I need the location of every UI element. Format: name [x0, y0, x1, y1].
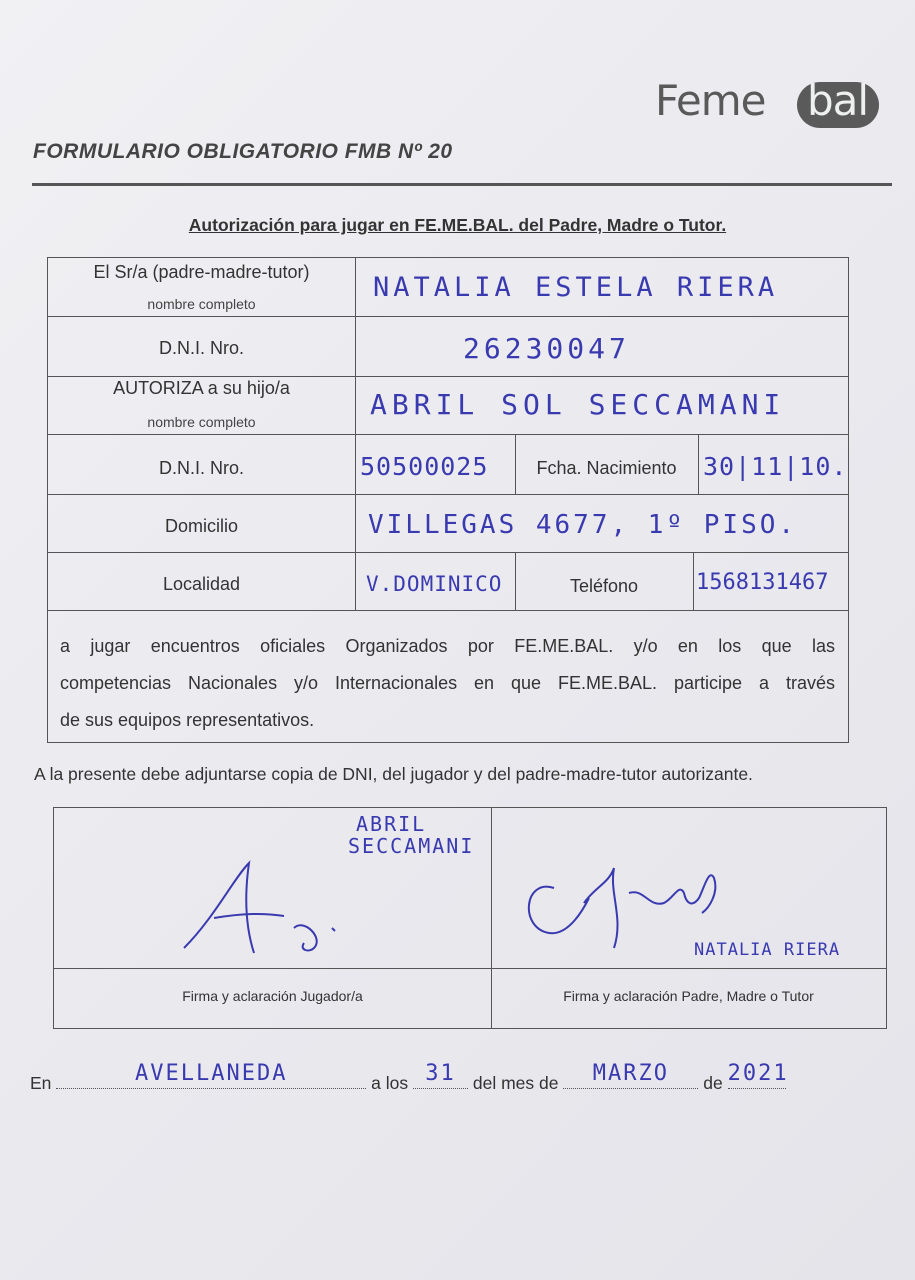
child-name-value: ABRIL SOL SECCAMANI [370, 388, 786, 421]
day-value: 31 [425, 1061, 456, 1086]
player-signature-caption: Firma y aclaración Jugador/a [182, 988, 363, 1004]
logo-text-right: bal [807, 76, 869, 125]
locality-label: Localidad [162, 574, 241, 594]
de-label: de [703, 1073, 723, 1093]
tutor-sublabel: nombre completo [147, 296, 256, 312]
authorization-paragraph [60, 628, 835, 739]
attachment-note: A la presente debe adjuntarse copia de DNI, del jugador y del padre-madre-tutor autorizante. [34, 764, 753, 784]
address-value: VILLEGAS 4677, 1º PISO. [368, 510, 798, 540]
month-value: MARZO [592, 1061, 669, 1086]
tutor-dni-value: 26230047 [463, 332, 630, 365]
phone-value: 1568131467 [696, 570, 829, 595]
address-label: Domicilio [164, 516, 238, 536]
en-label: En [30, 1073, 52, 1093]
paragraph-line-2: competencias Nacionales y/o Internacionales en que FE.ME.BAL. participe a través [60, 673, 835, 693]
birth-label: Fcha. Nacimiento [536, 458, 677, 478]
del-mes-label: del mes de [472, 1073, 559, 1093]
tutor-label: El Sr/a (padre-madre-tutor) [93, 262, 310, 282]
tutor-name-value: NATALIA ESTELA RIERA [373, 272, 779, 303]
locality-value: V.DOMINICO [366, 572, 503, 596]
autoriza-label: AUTORIZA a su hijo/a [113, 378, 290, 398]
a-los-label: a los [371, 1073, 409, 1093]
form-title: FORMULARIO OBLIGATORIO FMB Nº 20 [33, 140, 453, 163]
player-aclaracion-line2: SECCAMANI [348, 834, 475, 858]
autoriza-sublabel: nombre completo [147, 414, 256, 430]
form-subtitle: Autorización para jugar en FE.ME.BAL. del Padre, Madre o Tutor. [188, 215, 727, 235]
parent-aclaracion: NATALIA RIERA [694, 940, 841, 960]
child-dni-value: 50500025 [360, 452, 489, 481]
player-aclaracion-line1: ABRIL [356, 812, 427, 836]
title-divider [32, 183, 892, 186]
place-date-line [30, 1061, 789, 1094]
year-value: 2021 [727, 1061, 789, 1086]
logo-text-left: Feme [655, 76, 766, 125]
place-value: AVELLANEDA [135, 1061, 288, 1086]
femebal-logo [655, 72, 885, 132]
tutor-dni-label: D.N.I. Nro. [158, 338, 244, 358]
player-signature [174, 858, 354, 958]
signature-table [53, 807, 887, 1029]
birth-value: 30|11|10. [703, 452, 848, 481]
parent-signature-caption: Firma y aclaración Padre, Madre o Tutor [563, 988, 814, 1004]
child-dni-label: D.N.I. Nro. [158, 458, 244, 478]
paragraph-line-1: a jugar encuentros oficiales Organizados por FE.ME.BAL. y/o en los que las [60, 636, 835, 656]
paragraph-line-3: de sus equipos representativos. [60, 710, 315, 730]
phone-label: Teléfono [569, 576, 639, 596]
